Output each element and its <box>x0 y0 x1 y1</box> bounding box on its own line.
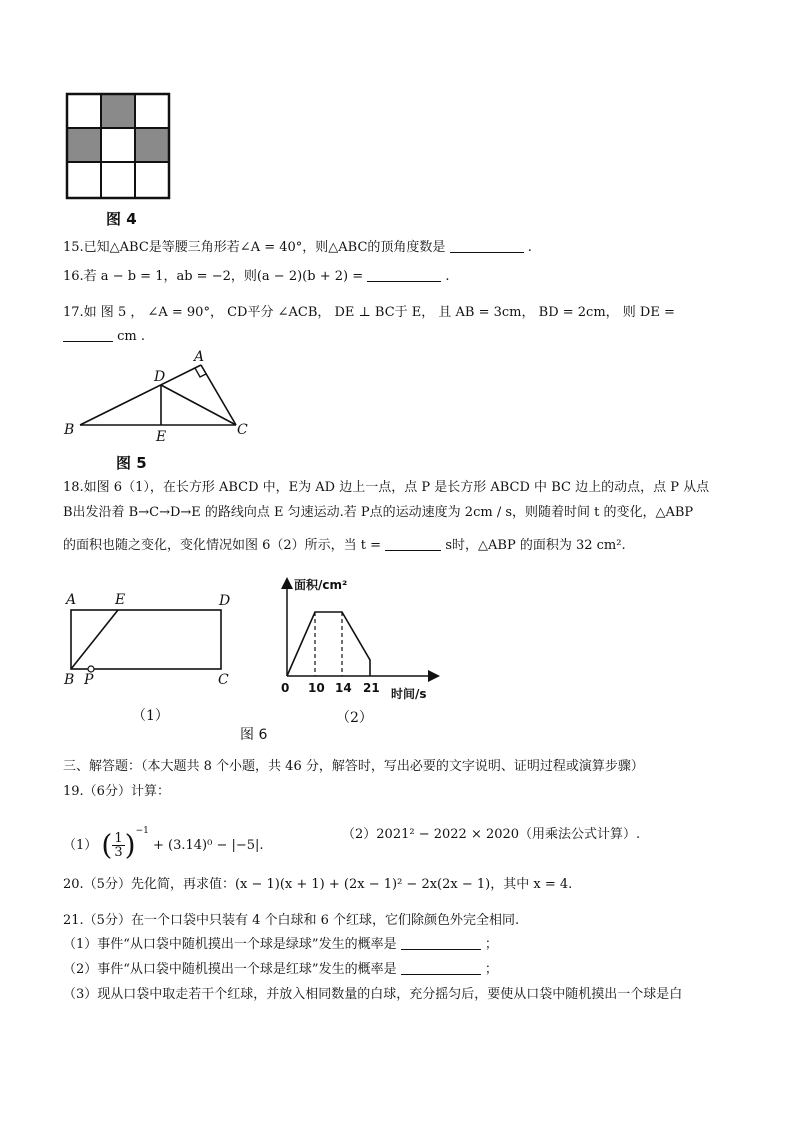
q21-p1-text: （1）事件“从口袋中随机摸出一个球是绿球”发生的概率是 <box>63 937 397 952</box>
fig6-point-C: C <box>218 672 229 688</box>
fig6-origin: 0 <box>281 681 290 695</box>
q15-text: 15.已知△ABC是等腰三角形若∠A = 40°，则△ABC的顶角度数是 <box>63 240 446 255</box>
q17-end: cm . <box>117 329 146 344</box>
q19-frac-den: 3 <box>114 845 123 860</box>
q18-answer-blank[interactable] <box>385 537 441 551</box>
q21-p1-blank[interactable] <box>401 936 481 950</box>
question-18-line1: 18.如图 6（1），在长方形 ABCD 中，E为 AD 边上一点，点 P 是长方形 ABCD 中 BC 边上的动点，点 P 从点 <box>63 480 710 495</box>
fig6-area-line <box>287 612 370 676</box>
fig5-point-C: C <box>237 422 248 438</box>
fig6-tick-14: 14 <box>335 681 352 695</box>
fig4-cell-0-2 <box>135 94 169 128</box>
fig6-tick-21: 21 <box>363 681 380 695</box>
q17-answer-blank[interactable] <box>63 328 113 342</box>
fig6-label: 图 6 <box>240 727 268 743</box>
q19-exponent: −1 <box>135 826 149 836</box>
fig6-xlabel: 时间/s <box>391 687 427 701</box>
q19-title: 19.（6分）计算： <box>63 784 170 799</box>
fig5-label: 图 5 <box>116 454 147 472</box>
q19-frac-num: 1 <box>114 831 123 846</box>
question-17-line1: 17.如 图 5 ， ∠A = 90°， CD平分 ∠ACB， DE ⊥ BC于 E， 且 AB = 3cm， BD = 2cm， 则 DE = <box>63 305 675 320</box>
fig5-point-D: D <box>154 369 166 385</box>
question-18-line2: B出发沿着 B→C→D→E 的路线向点 E 匀速运动.若 P点的运动速度为 2cm / s，则随着时间 t 的变化，△ABP <box>63 505 694 520</box>
fig4-cell-0-0 <box>67 94 101 128</box>
fig4-grid <box>66 93 170 199</box>
fig6-ylabel: 面积/cm² <box>294 578 348 592</box>
question-16 <box>63 268 450 286</box>
fig6-tick-10: 10 <box>308 681 325 695</box>
q19-fraction <box>112 832 124 859</box>
q19-p1-rest: + (3.14)⁰ − |−5|. <box>153 838 264 853</box>
q15-end: . <box>527 240 532 255</box>
fig5-point-B: B <box>64 422 75 438</box>
question-17-line2 <box>63 328 145 346</box>
fig4-cell-1-1 <box>101 128 135 162</box>
fig4-cell-1-0 <box>67 128 101 162</box>
q21-intro: 21.（5分）在一个口袋中只装有 4 个白球和 6 个红球，它们除颜色外完全相同. <box>63 913 520 928</box>
q21-p2-text: （2）事件“从口袋中随机摸出一个球是红球”发生的概率是 <box>63 962 397 977</box>
fig6-point-P: P <box>84 672 94 688</box>
fig5-point-E: E <box>156 429 167 445</box>
fig6-point-B: B <box>64 672 75 688</box>
q16-text: 16.若 a − b = 1，ab = −2，则(a − 2)(b + 2) = <box>63 269 364 284</box>
q19-paren-right: ) <box>124 828 136 862</box>
q19-part1 <box>63 815 264 862</box>
fig6-sub1-label: （1） <box>132 708 169 724</box>
q21-p1-end: ； <box>484 937 498 952</box>
q19-part2: （2）2021² − 2022 × 2020（用乘法公式计算）. <box>342 827 641 842</box>
q18-line3-a: 的面积也随之变化，变化情况如图 6（2）所示，当 t = <box>63 538 382 553</box>
fig6-rectangle <box>58 588 248 688</box>
fig4-label: 图 4 <box>106 210 137 228</box>
fig5-triangle <box>60 345 260 445</box>
section3-heading: 三、解答题：（本大题共 8 个小题，共 46 分，解答时，写出必要的文字说明、证明过程或演算步骤） <box>63 759 644 774</box>
question-20: 20.（5分）先化简，再求值：(x − 1)(x + 1) + (2x − 1)² − 2x(2x − 1)，其中 x = 4. <box>63 877 573 892</box>
fig6-graph <box>272 574 452 702</box>
fig6-point-E: E <box>115 592 126 608</box>
q19-paren-left: ( <box>101 828 113 862</box>
question-15 <box>63 239 532 257</box>
question-18-line3 <box>63 537 626 555</box>
fig4-cell-2-1 <box>101 162 135 196</box>
q15-answer-blank[interactable] <box>450 239 524 253</box>
q18-line3-b: s时，△ABP 的面积为 32 cm². <box>445 538 626 553</box>
fig6-point-D: D <box>219 593 231 609</box>
q21-part1 <box>63 936 498 954</box>
q19-p1-label: （1） <box>63 838 98 853</box>
fig5-point-A: A <box>194 349 205 365</box>
fig4-cell-2-2 <box>135 162 169 196</box>
fig6-sub2-label: （2） <box>336 710 373 726</box>
fig4-cell-0-1 <box>101 94 135 128</box>
q16-end: . <box>445 269 450 284</box>
fig6-point-A: A <box>66 592 77 608</box>
fig4-cell-1-2 <box>135 128 169 162</box>
q21-p2-blank[interactable] <box>401 961 481 975</box>
q21-p2-end: ； <box>484 962 498 977</box>
q21-part3: （3）现从口袋中取走若干个红球，并放入相同数量的白球，充分摇匀后，要使从口袋中随机摸出一个球是白 <box>63 987 683 1002</box>
fig4-cell-2-0 <box>67 162 101 196</box>
q16-answer-blank[interactable] <box>367 268 441 282</box>
q21-part2 <box>63 961 498 979</box>
